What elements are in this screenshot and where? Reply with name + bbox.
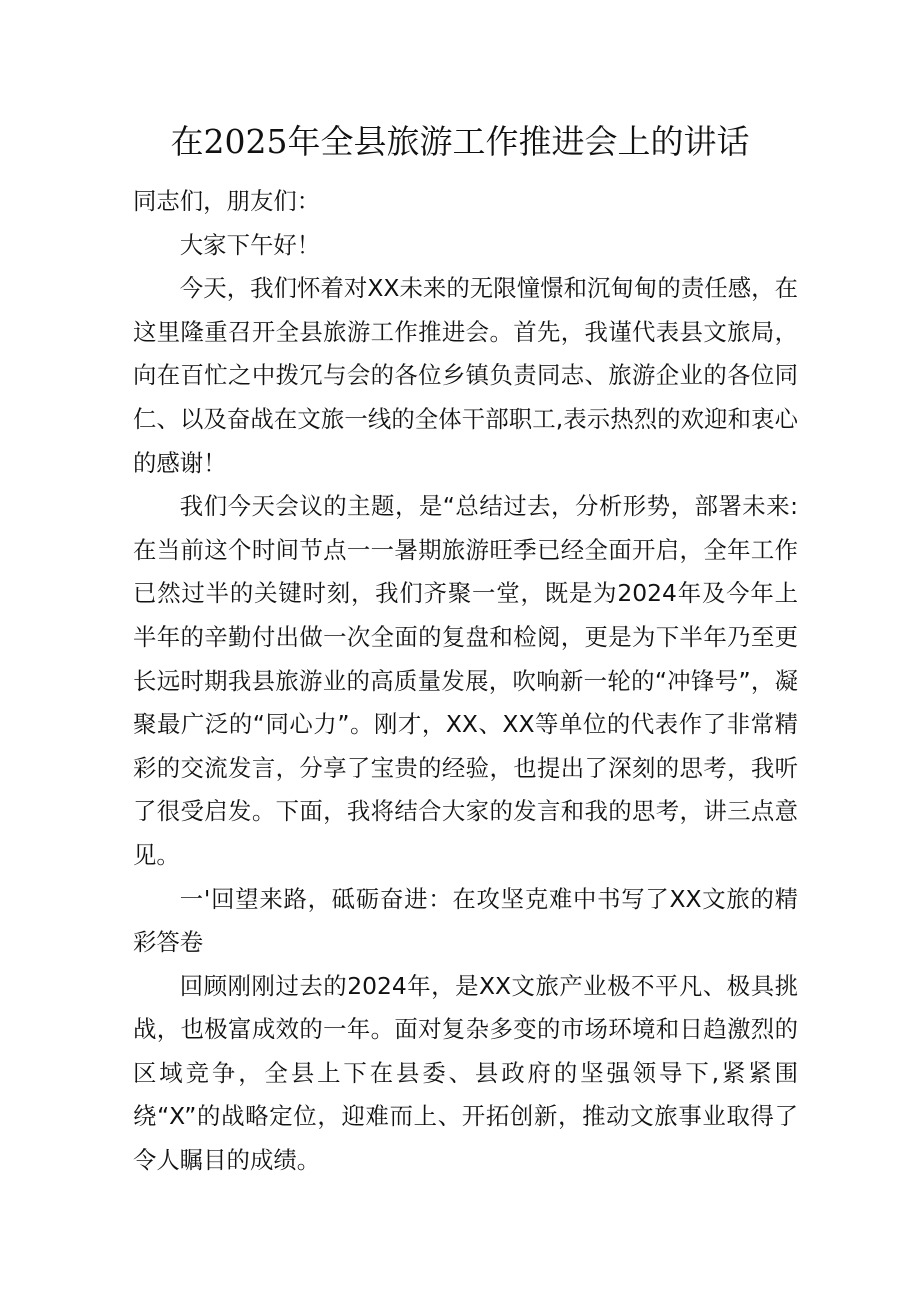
paragraph-welcome: 今天，我们怀着对XX未来的无限憧憬和沉甸甸的责任感，在这里隆重召开全县旅游工作推进会。首先，我谨代表县文旅局，向在百忙之中拨冗与会的各位乡镇负责同志、旅游企业的各位同仁、以及奋战在文旅一线的全体干部职工,表示热烈的欢迎和衷心的感谢！ <box>133 274 798 477</box>
section-heading-1: 一'回望来路，砥砺奋进：在攻坚克难中书写了XX文旅的精彩答卷 <box>133 884 798 957</box>
document-title: 在2025年全县旅游工作推进会上的讲话 <box>170 122 750 161</box>
document-body <box>133 180 798 1183</box>
paragraph-greeting: 大家下午好！ <box>179 230 321 259</box>
paragraph-theme: 我们今天会议的主题，是“总结过去，分析形势，部署未来:在当前这个时间节点一一暑期旅游旺季已经全面开启，全年工作已然过半的关键时刻，我们齐聚一堂，既是为2024年及今年上半年的辛勤付出做一次全面的复盘和检阅，更是为下半年乃至更长远时期我县旅游业的高质量发展，吹响新一轮的“冲锋号”，凝聚最广泛的“同心力”。刚才，XX、XX等单位的代表作了非常精彩的交流发言，分享了宝贵的经验，也提出了深刻的思考，我听了很受启发。下面，我将结合大家的发言和我的思考，讲三点意见。 <box>133 492 798 869</box>
salutation: 同志们，朋友们： <box>133 187 321 215</box>
paragraph-review: 回顾刚刚过去的2024年，是XX文旅产业极不平凡、极具挑战，也极富成效的一年。面对复杂多变的市场环境和日趋激烈的区域竞争，全县上下在县委、县政府的坚强领导下,紧紧围绕“X”的战略定位，迎难而上、开拓创新，推动文旅事业取得了令人瞩目的成绩。 <box>133 971 798 1175</box>
